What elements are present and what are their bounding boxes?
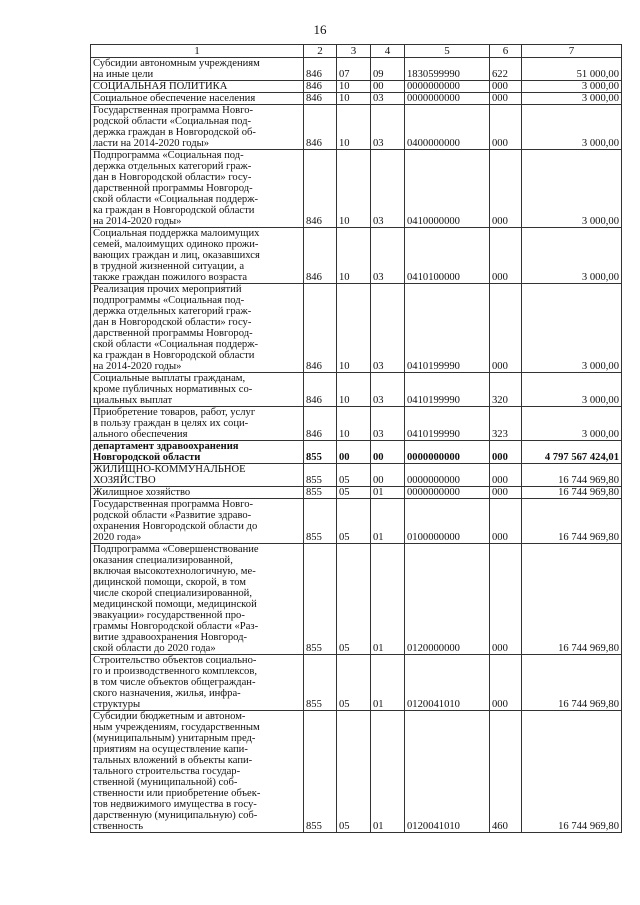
row-name-cell [91, 441, 304, 464]
amount-cell [522, 150, 622, 228]
section-code-cell [337, 441, 371, 464]
target-article-cell-text: 0410199990 [407, 361, 460, 372]
expense-type-cell [490, 150, 522, 228]
table-row [91, 58, 622, 81]
amount-cell [522, 499, 622, 544]
section-code-cell [337, 499, 371, 544]
table-row [91, 284, 622, 373]
target-article-cell [405, 284, 490, 373]
amount-cell-text: 16 744 969,80 [558, 487, 619, 498]
amount-cell [522, 487, 622, 499]
grbs-code-cell [304, 655, 337, 711]
row-name-cell [91, 544, 304, 655]
header-cell: 3 [337, 45, 371, 58]
expense-type-cell [490, 93, 522, 105]
expense-type-cell-text: 000 [492, 699, 508, 710]
subsection-code-cell [371, 284, 405, 373]
subsection-code-cell [371, 544, 405, 655]
section-code-cell [337, 655, 371, 711]
section-code-cell [337, 228, 371, 284]
subsection-code-cell-text: 03 [373, 216, 384, 227]
section-code-cell-text: 05 [339, 487, 350, 498]
header-cell: 4 [371, 45, 405, 58]
expense-type-cell [490, 464, 522, 487]
section-code-cell-text: 10 [339, 361, 350, 372]
expense-type-cell [490, 373, 522, 407]
grbs-code-cell [304, 464, 337, 487]
row-name-cell-text: Государственная программа Новго- родской области «Развитие здраво- охранения Новгородской области до 2020 года» [93, 499, 258, 543]
subsection-code-cell [371, 373, 405, 407]
expense-type-cell [490, 441, 522, 464]
header-cell: 1 [91, 45, 304, 58]
target-article-cell [405, 58, 490, 81]
amount-cell [522, 655, 622, 711]
subsection-code-cell [371, 655, 405, 711]
amount-cell-text: 3 000,00 [581, 395, 619, 406]
row-name-cell-text: СОЦИАЛЬНАЯ ПОЛИТИКА [93, 81, 228, 92]
subsection-code-cell-text: 03 [373, 361, 384, 372]
section-code-cell-text: 10 [339, 429, 350, 440]
amount-cell [522, 228, 622, 284]
target-article-cell [405, 544, 490, 655]
amount-cell [522, 105, 622, 150]
target-article-cell-text: 0120000000 [407, 643, 460, 654]
target-article-cell [405, 655, 490, 711]
target-article-cell-text: 0120041010 [407, 699, 460, 710]
expense-type-cell-text: 320 [492, 395, 508, 406]
table-row [91, 487, 622, 499]
section-code-cell [337, 407, 371, 441]
subsection-code-cell [371, 407, 405, 441]
expense-type-cell-text: 000 [492, 452, 508, 463]
amount-cell [522, 93, 622, 105]
section-code-cell-text: 10 [339, 81, 350, 92]
amount-cell-text: 16 744 969,80 [558, 643, 619, 654]
header-cell: 6 [490, 45, 522, 58]
grbs-code-cell-text: 846 [306, 138, 322, 149]
grbs-code-cell-text: 855 [306, 532, 322, 543]
amount-cell-text: 16 744 969,80 [558, 532, 619, 543]
target-article-cell [405, 150, 490, 228]
row-name-cell-text: Жилищное хозяйство [93, 487, 191, 498]
row-name-cell-text: Приобретение товаров, работ, услуг в пользу граждан в целях их соци- ального обеспечения [93, 407, 256, 440]
expense-type-cell [490, 284, 522, 373]
row-name-cell-text: Субсидии автономным учреждениям на иные цели [93, 58, 260, 80]
row-name-cell [91, 487, 304, 499]
expense-type-cell-text: 000 [492, 138, 508, 149]
expense-type-cell-text: 000 [492, 216, 508, 227]
table-row [91, 499, 622, 544]
expense-type-cell [490, 58, 522, 81]
grbs-code-cell-text: 855 [306, 487, 322, 498]
target-article-cell-text: 0410199990 [407, 395, 460, 406]
section-code-cell [337, 81, 371, 93]
row-name-cell [91, 284, 304, 373]
grbs-code-cell [304, 105, 337, 150]
row-name-cell [91, 373, 304, 407]
grbs-code-cell-text: 855 [306, 821, 322, 832]
amount-cell-text: 3 000,00 [581, 272, 619, 283]
expense-type-cell-text: 000 [492, 361, 508, 372]
section-code-cell-text: 00 [339, 452, 350, 463]
subsection-code-cell-text: 03 [373, 395, 384, 406]
amount-cell-text: 3 000,00 [581, 429, 619, 440]
grbs-code-cell [304, 487, 337, 499]
section-code-cell [337, 105, 371, 150]
header-cell: 2 [304, 45, 337, 58]
subsection-code-cell-text: 00 [373, 475, 384, 486]
grbs-code-cell [304, 58, 337, 81]
target-article-cell-text: 0410199990 [407, 429, 460, 440]
subsection-code-cell [371, 58, 405, 81]
expense-type-cell [490, 81, 522, 93]
section-code-cell [337, 544, 371, 655]
subsection-code-cell [371, 487, 405, 499]
expense-type-cell-text: 000 [492, 475, 508, 486]
subsection-code-cell [371, 81, 405, 93]
target-article-cell [405, 441, 490, 464]
row-name-cell-text: Строительство объектов социально- го и производственного комплексов, в том числе объектов общеграждан- ского назначения, жилья, инфра- структуры [93, 655, 258, 710]
grbs-code-cell [304, 81, 337, 93]
amount-cell-text: 16 744 969,80 [558, 475, 619, 486]
amount-cell [522, 407, 622, 441]
grbs-code-cell-text: 846 [306, 93, 322, 104]
grbs-code-cell [304, 441, 337, 464]
target-article-cell-text: 0000000000 [407, 487, 460, 498]
row-name-cell [91, 655, 304, 711]
section-code-cell-text: 10 [339, 216, 350, 227]
target-article-cell-text: 1830599990 [407, 69, 460, 80]
subsection-code-cell-text: 03 [373, 93, 384, 104]
row-name-cell [91, 407, 304, 441]
grbs-code-cell [304, 228, 337, 284]
target-article-cell [405, 499, 490, 544]
expense-type-cell-text: 460 [492, 821, 508, 832]
grbs-code-cell-text: 846 [306, 216, 322, 227]
subsection-code-cell [371, 93, 405, 105]
target-article-cell [405, 81, 490, 93]
target-article-cell [405, 228, 490, 284]
page-number: 16 [313, 22, 327, 37]
expense-type-cell-text: 000 [492, 272, 508, 283]
expense-type-cell-text: 000 [492, 643, 508, 654]
table-row [91, 544, 622, 655]
amount-cell-text: 4 797 567 424,01 [544, 452, 619, 463]
amount-cell-text: 3 000,00 [581, 216, 619, 227]
row-name-cell-text: Подпрограмма «Совершенствование оказания специализированной, включая высокотехнологичную, ме- дицинской помощи, скорой, в том числе скорой специализированной, медицинской помощи, медицинской эвакуации» государственной про- граммы Новгородской области «Раз- витие здравоохранения Новгород- ской области до 2020 года» [93, 544, 259, 654]
target-article-cell-text: 0410100000 [407, 272, 460, 283]
row-name-cell [91, 499, 304, 544]
table-row [91, 150, 622, 228]
row-name-cell-text: Государственная программа Новго- родской области «Социальная под- держка граждан в Новгородской об- ласти на 2014-2020 годы» [93, 105, 256, 149]
section-code-cell [337, 93, 371, 105]
amount-cell-text: 3 000,00 [581, 361, 619, 372]
row-name-cell-text: Реализация прочих мероприятий подпрограммы «Социальная под- держка отдельных категорий граж- дан в Новгородской области» госу- дарственной программы Новгород- ской области «Социальная поддерж- ка граждан в Новгородской области на 2014-2020 годы» [93, 284, 259, 372]
expense-type-cell [490, 655, 522, 711]
section-code-cell [337, 464, 371, 487]
table-row [91, 441, 622, 464]
section-code-cell-text: 05 [339, 532, 350, 543]
expense-type-cell-text: 622 [492, 69, 508, 80]
table-row [91, 655, 622, 711]
expense-type-cell-text: 000 [492, 81, 508, 92]
target-article-cell [405, 93, 490, 105]
grbs-code-cell [304, 373, 337, 407]
table-row [91, 407, 622, 441]
target-article-cell [405, 105, 490, 150]
amount-cell-text: 3 000,00 [581, 81, 619, 92]
row-name-cell-text: Социальное обеспечение населения [93, 93, 256, 104]
target-article-cell [405, 487, 490, 499]
target-article-cell [405, 711, 490, 833]
section-code-cell [337, 487, 371, 499]
section-code-cell-text: 05 [339, 821, 350, 832]
row-name-cell [91, 81, 304, 93]
header-cell: 7 [522, 45, 622, 58]
target-article-cell-text: 0400000000 [407, 138, 460, 149]
section-code-cell [337, 150, 371, 228]
target-article-cell-text: 0000000000 [407, 475, 460, 486]
row-name-cell [91, 105, 304, 150]
section-code-cell-text: 07 [339, 69, 350, 80]
amount-cell [522, 711, 622, 833]
section-code-cell-text: 05 [339, 699, 350, 710]
row-name-cell-text: Социальная поддержка малоимущих семей, малоимущих одиноко прожи- вающих граждан и лиц, оказавшихся в трудной жизненной ситуации, а также граждан пожилого возраста [93, 228, 260, 283]
table-row [91, 464, 622, 487]
row-name-cell [91, 711, 304, 833]
grbs-code-cell [304, 407, 337, 441]
target-article-cell-text: 0000000000 [407, 81, 460, 92]
amount-cell-text: 16 744 969,80 [558, 821, 619, 832]
row-name-cell-text: департамент здравоохранения Новгородской области [93, 441, 239, 463]
table-row [91, 228, 622, 284]
grbs-code-cell-text: 855 [306, 475, 322, 486]
grbs-code-cell-text: 855 [306, 452, 322, 463]
grbs-code-cell [304, 93, 337, 105]
amount-cell [522, 441, 622, 464]
grbs-code-cell [304, 284, 337, 373]
grbs-code-cell-text: 846 [306, 81, 322, 92]
table-row [91, 81, 622, 93]
subsection-code-cell-text: 01 [373, 699, 384, 710]
row-name-cell [91, 464, 304, 487]
row-name-cell-text: Субсидии бюджетным и автоном- ным учреждениям, государственным (муниципальным) унитарным пред- приятиям на осуществление капи- тальных вложений в объекты капи- тального строительства государ- ственной (муниципальной) соб- ственности или приобретение объек- тов недвижимого имущества в госу- дарственную (муниципальную) соб- ственность [93, 711, 261, 832]
amount-cell [522, 544, 622, 655]
subsection-code-cell-text: 01 [373, 643, 384, 654]
row-name-cell-text: Подпрограмма «Социальная под- держка отдельных категорий граж- дан в Новгородской области» госу- дарственной программы Новгород- ской области «Социальная поддерж- ка граждан в Новгородской области на 2014-2020 годы» [93, 150, 259, 227]
row-name-cell-text: Социальные выплаты гражданам, кроме публичных нормативных со- циальных выплат [93, 373, 253, 406]
subsection-code-cell [371, 150, 405, 228]
expense-type-cell [490, 711, 522, 833]
subsection-code-cell-text: 03 [373, 429, 384, 440]
amount-cell-text: 3 000,00 [581, 138, 619, 149]
amount-cell-text: 16 744 969,80 [558, 699, 619, 710]
expense-type-cell [490, 228, 522, 284]
subsection-code-cell-text: 01 [373, 532, 384, 543]
subsection-code-cell [371, 499, 405, 544]
amount-cell [522, 373, 622, 407]
budget-table [90, 44, 622, 833]
expense-type-cell-text: 000 [492, 487, 508, 498]
section-code-cell-text: 05 [339, 475, 350, 486]
section-code-cell [337, 711, 371, 833]
section-code-cell-text: 10 [339, 272, 350, 283]
expense-type-cell [490, 105, 522, 150]
expense-type-cell [490, 499, 522, 544]
grbs-code-cell-text: 846 [306, 272, 322, 283]
target-article-cell-text: 0410000000 [407, 216, 460, 227]
header-cell: 5 [405, 45, 490, 58]
subsection-code-cell-text: 01 [373, 821, 384, 832]
amount-cell [522, 58, 622, 81]
expense-type-cell [490, 544, 522, 655]
table-row [91, 711, 622, 833]
subsection-code-cell [371, 105, 405, 150]
grbs-code-cell [304, 711, 337, 833]
section-code-cell-text: 10 [339, 395, 350, 406]
grbs-code-cell-text: 846 [306, 69, 322, 80]
expense-type-cell-text: 000 [492, 532, 508, 543]
subsection-code-cell [371, 441, 405, 464]
subsection-code-cell-text: 01 [373, 487, 384, 498]
subsection-code-cell-text: 00 [373, 81, 384, 92]
grbs-code-cell [304, 499, 337, 544]
section-code-cell [337, 284, 371, 373]
section-code-cell [337, 373, 371, 407]
target-article-cell [405, 373, 490, 407]
grbs-code-cell-text: 846 [306, 429, 322, 440]
row-name-cell [91, 58, 304, 81]
subsection-code-cell-text: 09 [373, 69, 384, 80]
target-article-cell-text: 0100000000 [407, 532, 460, 543]
grbs-code-cell [304, 150, 337, 228]
target-article-cell [405, 407, 490, 441]
grbs-code-cell [304, 544, 337, 655]
grbs-code-cell-text: 846 [306, 395, 322, 406]
target-article-cell-text: 0120041010 [407, 821, 460, 832]
target-article-cell-text: 0000000000 [407, 93, 460, 104]
header-row [91, 45, 622, 58]
target-article-cell-text: 0000000000 [407, 452, 460, 463]
subsection-code-cell-text: 03 [373, 272, 384, 283]
subsection-code-cell [371, 228, 405, 284]
row-name-cell [91, 228, 304, 284]
row-name-cell [91, 93, 304, 105]
section-code-cell [337, 58, 371, 81]
grbs-code-cell-text: 855 [306, 699, 322, 710]
table-row [91, 93, 622, 105]
grbs-code-cell-text: 846 [306, 361, 322, 372]
expense-type-cell [490, 407, 522, 441]
section-code-cell-text: 05 [339, 643, 350, 654]
amount-cell [522, 464, 622, 487]
amount-cell [522, 284, 622, 373]
section-code-cell-text: 10 [339, 93, 350, 104]
subsection-code-cell-text: 03 [373, 138, 384, 149]
row-name-cell-text: ЖИЛИЩНО-КОММУНАЛЬНОЕ ХОЗЯЙСТВО [93, 464, 246, 486]
subsection-code-cell [371, 464, 405, 487]
target-article-cell [405, 464, 490, 487]
amount-cell-text: 51 000,00 [576, 69, 619, 80]
row-name-cell [91, 150, 304, 228]
table-row [91, 373, 622, 407]
expense-type-cell-text: 000 [492, 93, 508, 104]
subsection-code-cell [371, 711, 405, 833]
expense-type-cell-text: 323 [492, 429, 508, 440]
subsection-code-cell-text: 00 [373, 452, 384, 463]
amount-cell [522, 81, 622, 93]
amount-cell-text: 3 000,00 [581, 93, 619, 104]
table-row [91, 105, 622, 150]
grbs-code-cell-text: 855 [306, 643, 322, 654]
expense-type-cell [490, 487, 522, 499]
section-code-cell-text: 10 [339, 138, 350, 149]
